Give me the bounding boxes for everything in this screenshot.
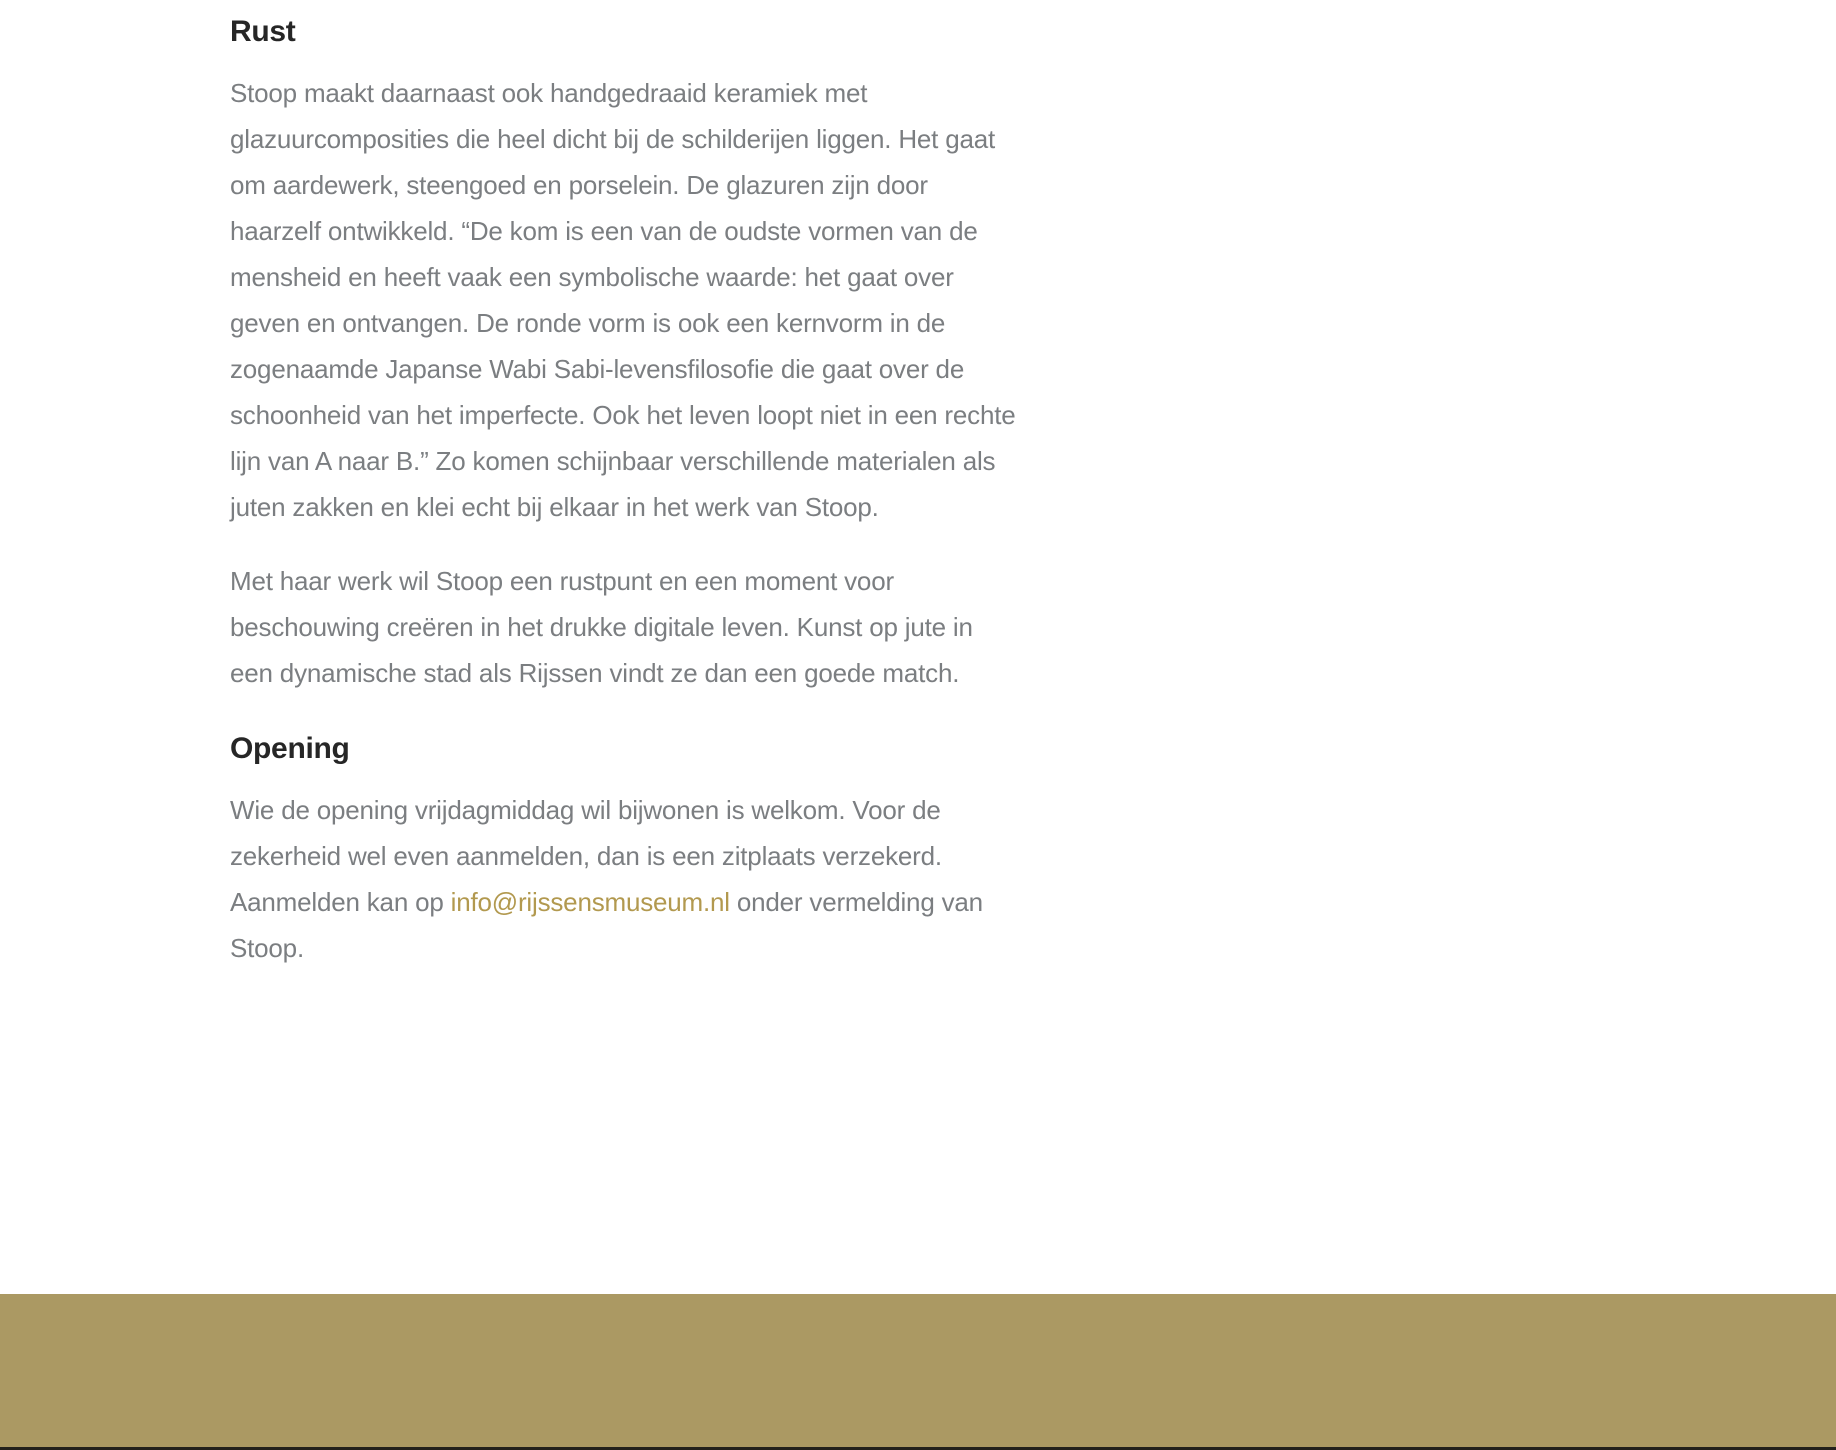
- article-content: [230, 0, 1020, 999]
- paragraph-opening: [230, 787, 1020, 971]
- paragraph-opening-text-after: onder vermelding van Stoop.: [230, 887, 983, 963]
- paragraph-ceramics: Stoop maakt daarnaast ook handgedraaid keramiek met glazuurcomposities die heel dicht bij de schilderijen liggen. Het gaat om aardewerk, steengoed en porselein. De glazuren zijn door haarzelf ontwikkeld. “De kom is een van de oudste vormen van de mensheid en heeft vaak een symbolische waarde: het gaat over geven en ontvangen. De ronde vorm is ook een kernvorm in de zogenaamde Japanse Wabi Sabi-levensfilosofie die gaat over de schoonheid van het imperfecte. Ook het leven loopt niet in een rechte lijn van A naar B.” Zo komen schijnbaar verschillende materialen als juten zakken en klei echt bij elkaar in het werk van Stoop.: [230, 78, 1016, 522]
- email-link[interactable]: info@rijssensmuseum.nl: [450, 887, 730, 917]
- section-heading-opening: Opening: [230, 732, 350, 765]
- footer-band: [0, 1294, 1836, 1447]
- paragraph-opening-text-before: Wie de opening vrijdagmiddag wil bijwonen is welkom. Voor de zekerheid wel even aanmelden, dan is een zitplaats verzekerd. Aanmelden kan op: [230, 795, 942, 917]
- paragraph-rustpunt: Met haar werk wil Stoop een rustpunt en een moment voor beschouwing creëren in het drukke digitale leven. Kunst op jute in een dynamische stad als Rijssen vindt ze dan een goede match.: [230, 566, 973, 688]
- section-heading-rust: Rust: [230, 15, 296, 48]
